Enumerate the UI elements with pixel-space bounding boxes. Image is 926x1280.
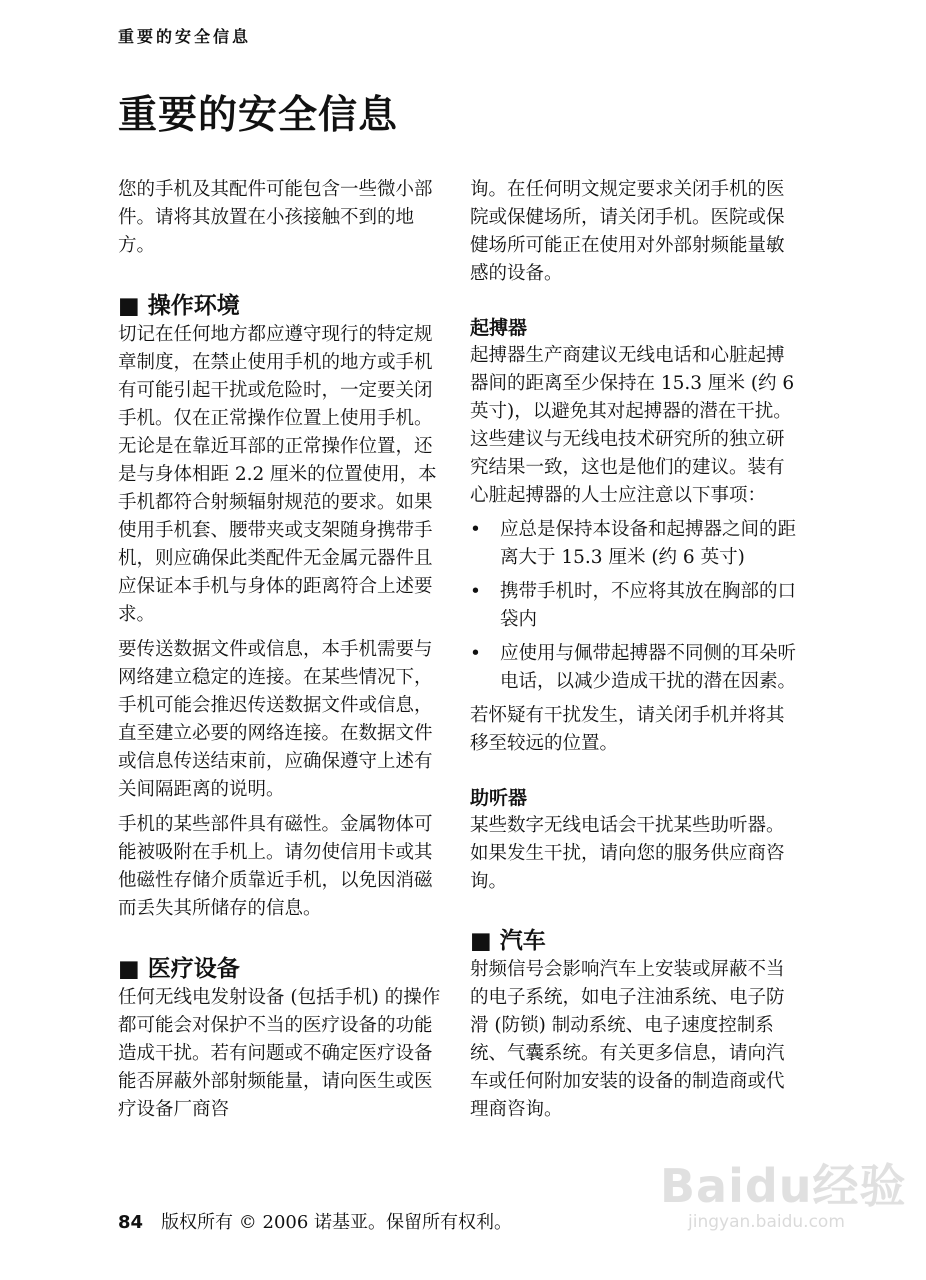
right-column — [470, 176, 800, 1124]
section-heading-text: 操作环境 — [147, 293, 240, 319]
operating-env-paragraph-3: 手机的某些部件具有磁性。金属物体可能被吸附在手机上。请勿使信用卡或其他磁性存储介质靠近手机，以免因消磁而丢失其所储存的信息。 — [118, 814, 433, 919]
operating-env-paragraph-1: 切记在任何地方都应遵守现行的特定规章制度，在禁止使用手机的地方或手机有可能引起干扰或危险时，一定要关闭手机。仅在正常操作位置上使用手机。无论是在靠近耳部的正常操作位置，还是与身体相距 2.2 厘米的位置使用，本手机都符合射频辐射规范的要求。如果使用手机套、腰带夹或支架随身携带手机，则应确保此类配件无金属元器件且应保证本手机与身体的距离符合上述要求。 — [118, 324, 437, 625]
hearing-paragraph: 某些数字无线电话会干扰某些助听器。如果发生干扰，请向您的服务供应商咨询。 — [470, 815, 785, 892]
operating-env-paragraph-2: 要传送数据文件或信息，本手机需要与网络建立稳定的连接。在某些情况下，手机可能会推迟传送数据文件或信息，直至建立必要的网络连接。在数据文件或信息传送结束前，应确保遵守上述有关间隔距离的说明。 — [118, 639, 433, 800]
pacemaker-paragraph-2: 若怀疑有干扰发生，请关闭手机并将其移至较远的位置。 — [470, 705, 785, 754]
baidu-watermark — [660, 1150, 910, 1260]
bullet-icon: • — [470, 581, 481, 602]
section-heading-operating-environment — [118, 291, 448, 321]
pacemaker-paragraph-1: 起搏器生产商建议无线电话和心脏起搏器间的距离至少保持在 15.3 厘米 (约 6 英寸)，以避免其对起搏器的潜在干扰。这些建议与无线电技术研究所的独立研究结果一致，这也是他们的建议。装有心脏起搏器的人士应注意以下事项： — [470, 345, 795, 506]
page-number: 84 — [118, 1212, 144, 1233]
medical-continued-paragraph: 询。在任何明文规定要求关闭手机的医院或保健场所，请关闭手机。医院或保健场所可能正在使用对外部射频能量敏感的设备。 — [470, 179, 785, 284]
page-footer — [118, 1208, 512, 1234]
section-square-icon: ■ — [118, 956, 140, 982]
copyright-text: 版权所有 © 2006 诺基亚。保留所有权利。 — [161, 1212, 513, 1233]
section-heading-medical-devices — [118, 954, 448, 984]
section-heading-text: 医疗设备 — [147, 956, 240, 982]
bullet-icon: • — [470, 643, 481, 664]
list-item-text: 携带手机时，不应将其放在胸部的口袋内 — [500, 581, 797, 630]
medical-paragraph: 任何无线电发射设备 (包括手机) 的操作都可能会对保护不当的医疗设备的功能造成干扰。若有问题或不确定医疗设备能否屏蔽外部射频能量，请向医生或医疗设备厂商咨 — [118, 987, 441, 1120]
subheading-hearing-aids: 助听器 — [470, 787, 528, 809]
section-square-icon: ■ — [470, 928, 492, 954]
section-heading-vehicles — [470, 926, 800, 956]
watermark-logo: Baidu经验 — [660, 1159, 907, 1213]
bullet-icon: • — [470, 519, 481, 540]
intro-paragraph: 您的手机及其配件可能包含一些微小部件。请将其放置在小孩接触不到的地方。 — [118, 179, 433, 256]
running-header: 重要的安全信息 — [118, 27, 252, 46]
list-item — [470, 578, 800, 634]
left-column — [118, 176, 448, 1124]
watermark-url: jingyan.baidu.com — [688, 1212, 845, 1232]
list-item-text: 应总是保持本设备和起搏器之间的距离大于 15.3 厘米 (约 6 英寸) — [500, 519, 797, 568]
list-item-text: 应使用与佩带起搏器不同侧的耳朵听电话，以减少造成干扰的潜在因素。 — [500, 643, 797, 692]
section-heading-text: 汽车 — [499, 928, 546, 954]
list-item — [470, 640, 800, 696]
vehicles-paragraph: 射频信号会影响汽车上安装或屏蔽不当的电子系统，如电子注油系统、电子防滑 (防锁) 制动系统、电子速度控制系统、气囊系统。有关更多信息，请向汽车或任何附加安装的设备的制造商或代理商咨询。 — [470, 959, 785, 1120]
page-title: 重要的安全信息 — [118, 93, 399, 138]
subheading-pacemakers: 起搏器 — [470, 317, 528, 339]
section-square-icon: ■ — [118, 293, 140, 319]
pacemaker-bullet-list — [470, 516, 800, 696]
list-item — [470, 516, 800, 572]
